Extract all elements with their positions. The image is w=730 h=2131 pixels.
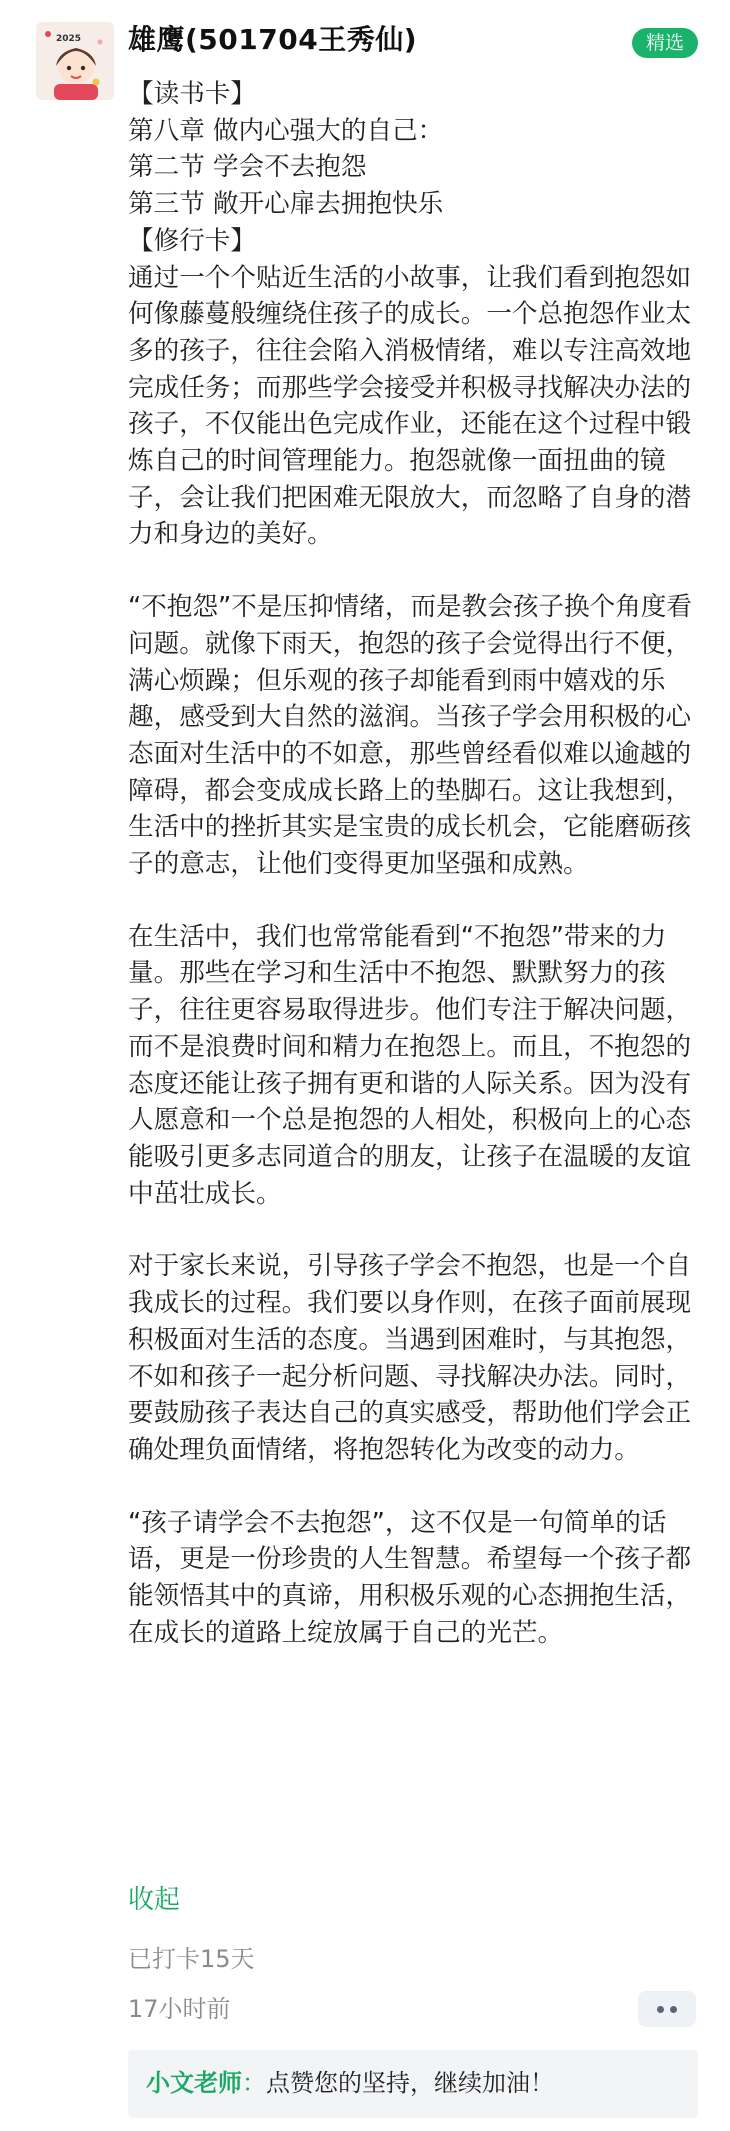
checkin-count: 已打卡15天 <box>128 1945 255 1973</box>
comment-box <box>128 2050 698 2118</box>
more-dots-icon <box>670 2006 677 2013</box>
comment-separator: ： <box>242 2069 266 2097</box>
content-paragraph: “孩子请学会不去抱怨”，这不仅是一句简单的话语，更是一份珍贵的人生智慧。希望每一个孩子都能领悟其中的真谛，用积极乐观的心态拥抱生活，在成长的道路上绽放属于自己的光芒。 <box>128 1507 692 1648</box>
featured-badge: 精选 <box>632 28 698 58</box>
more-options-button[interactable] <box>638 1991 696 2027</box>
post-content <box>128 76 700 1651</box>
content-line: 【修行卡】 <box>128 225 256 256</box>
content-paragraph: 在生活中，我们也常常能看到“不抱怨”带来的力量。那些在学习和生活中不抱怨、默默努力的孩子，往往更容易取得进步。他们专注于解决问题，而不是浪费时间和精力在抱怨上。而且，不抱怨的态度还能让孩子拥有更和谐的人际关系。因为没有人愿意和一个总是抱怨的人相处，积极向上的心态能吸引更多志同道合的朋友，让孩子在温暖的友谊中茁壮成长。 <box>128 921 692 1209</box>
comment-author[interactable]: 小文老师 <box>146 2069 242 2097</box>
more-dots-icon <box>657 2006 664 2013</box>
comment-text: 点赞您的坚持，继续加油！ <box>266 2069 554 2097</box>
content-paragraph: “不抱怨”不是压抑情绪，而是教会孩子换个角度看问题。就像下雨天，抱怨的孩子会觉得出行不便，满心烦躁；但乐观的孩子却能看到雨中嬉戏的乐趣，感受到大自然的滋润。当孩子学会用积极的心态面对生活中的不如意，那些曾经看似难以逾越的障碍，都会变成成长路上的垫脚石。这让我想到，生活中的挫折其实是宝贵的成长机会，它能磨砺孩子的意志，让他们变得更加坚强和成熟。 <box>128 592 692 880</box>
avatar-image <box>36 22 114 100</box>
avatar-year-text: 2025 <box>56 34 82 44</box>
post-time: 17小时前 <box>128 1995 231 2023</box>
content-line: 第八章 做内心强大的自己： <box>128 115 444 146</box>
avatar[interactable] <box>36 22 114 100</box>
content-paragraph: 通过一个个贴近生活的小故事，让我们看到抱怨如何像藤蔓般缠绕住孩子的成长。一个总抱怨作业太多的孩子，往往会陷入消极情绪，难以专注高效地完成任务；而那些学会接受并积极寻找解决办法的孩子，不仅能出色完成作业，还能在这个过程中锻炼自己的时间管理能力。抱怨就像一面扭曲的镜子，会让我们把困难无限放大，而忽略了自身的潜力和身边的美好。 <box>128 262 692 550</box>
content-line: 第三节 敞开心扉去拥抱快乐 <box>128 189 444 220</box>
collapse-link[interactable]: 收起 <box>128 1885 181 1915</box>
user-name[interactable]: 雄鹰(501704王秀仙) <box>128 23 417 56</box>
content-line: 【读书卡】 <box>128 79 256 109</box>
content-paragraph: 对于家长来说，引导孩子学会不抱怨，也是一个自我成长的过程。我们要以身作则，在孩子面前展现积极面对生活的态度。当遇到困难时，与其抱怨，不如和孩子一起分析问题、寻找解决办法。同时，要鼓励孩子表达自己的真实感受，帮助他们学会正确处理负面情绪，将抱怨转化为改变的动力。 <box>128 1251 692 1465</box>
content-line: 第二节 学会不去抱怨 <box>128 152 367 183</box>
